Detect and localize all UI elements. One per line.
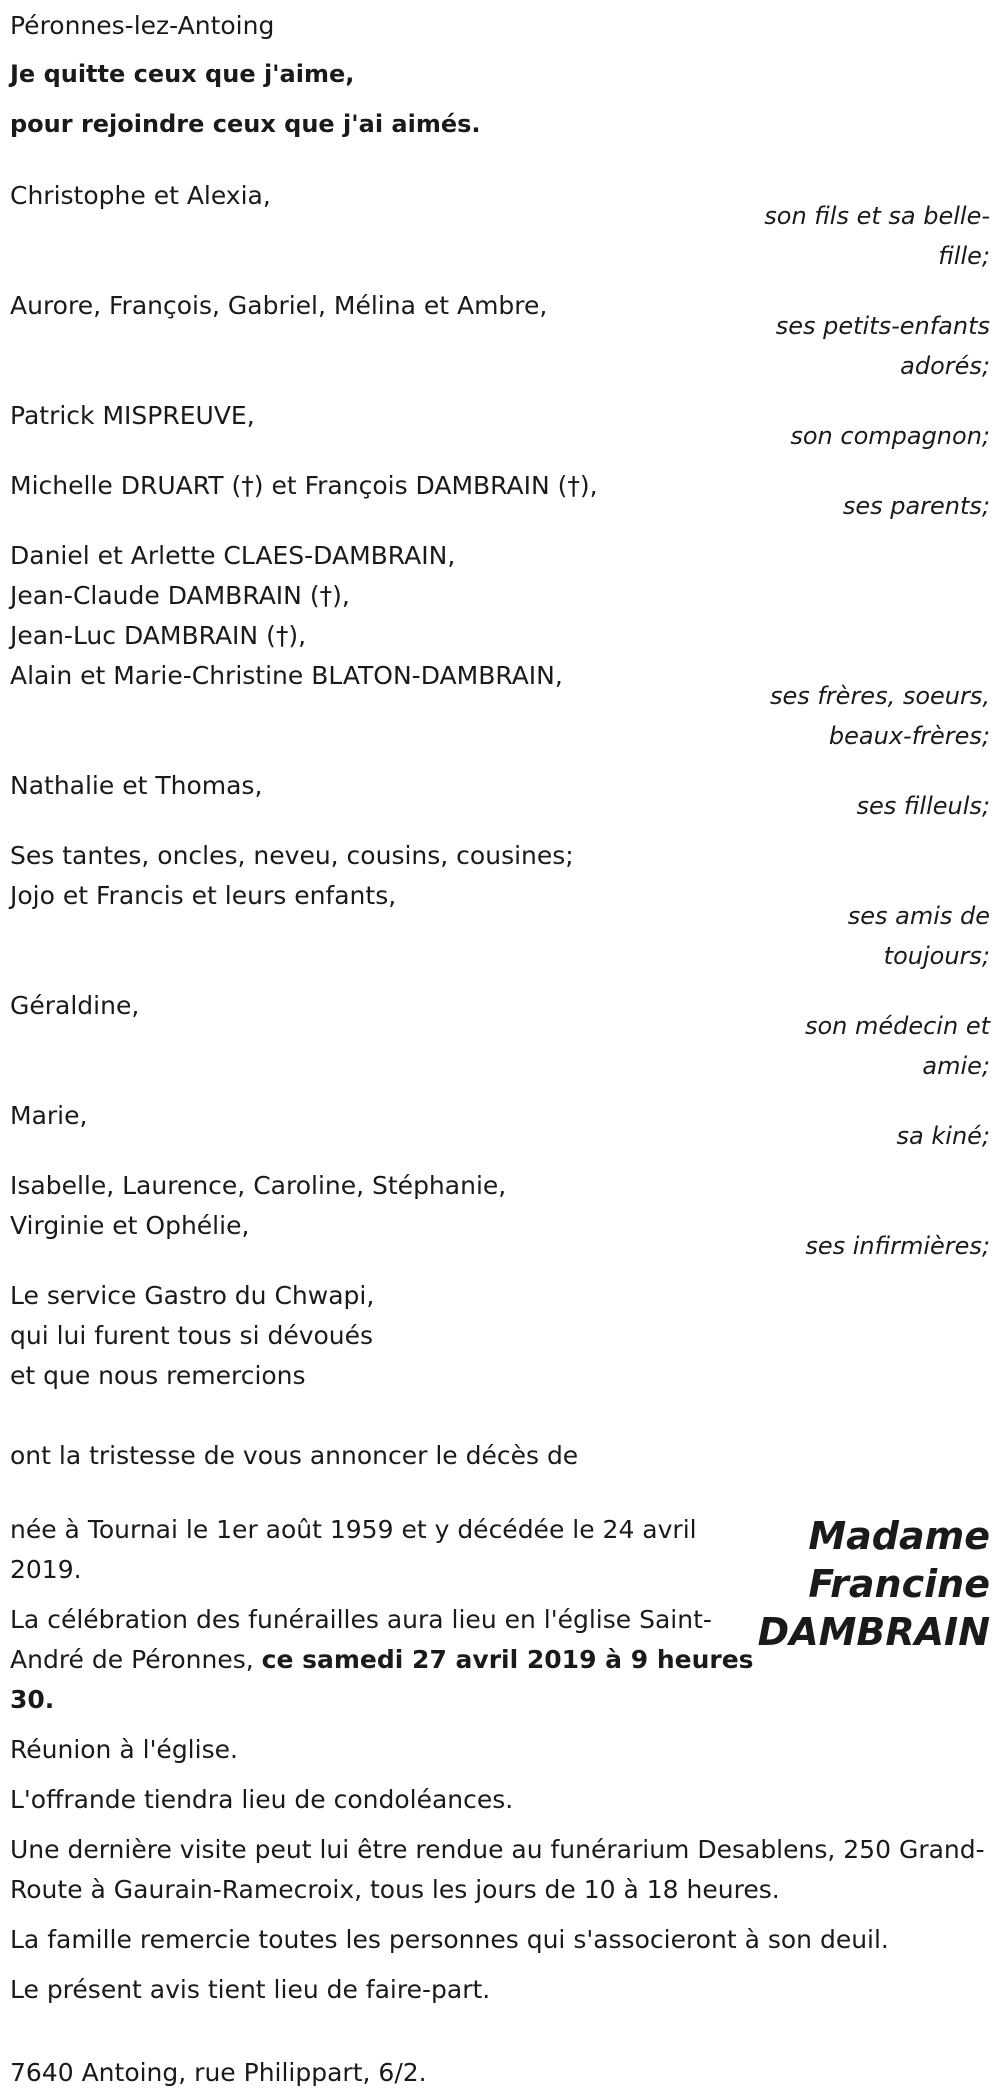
family-role — [805, 1226, 990, 1266]
family-name-line: Nathalie et Thomas, — [10, 771, 263, 800]
family-role-line: ses infirmières; — [805, 1232, 990, 1260]
announcement-details — [10, 1510, 755, 1730]
family-name-line: Ses tantes, oncles, neveu, cousins, cousines; — [10, 841, 574, 870]
town-name: Péronnes-lez-Antoing — [10, 11, 275, 40]
family-names — [10, 766, 857, 806]
family-names — [10, 286, 776, 326]
family-name-line: Daniel et Arlette CLAES-DAMBRAIN, — [10, 541, 456, 570]
family-group — [10, 1166, 990, 1266]
family-group — [10, 1096, 990, 1156]
family-address: 7640 Antoing, rue Philippart, 6/2. — [10, 2058, 427, 2087]
family-name-line: Aurore, François, Gabriel, Mélina et Ambre, — [10, 291, 548, 320]
family-names — [10, 466, 843, 506]
announcement — [10, 1510, 990, 1730]
family-role — [770, 676, 990, 756]
family-role — [857, 786, 990, 826]
family-role-line: sa kiné; — [896, 1122, 990, 1150]
family-role-line: ses parents; — [842, 492, 990, 520]
funeral-location: La célébration des funérailles aura lieu en l'église Saint-André de Péronnes, — [10, 1605, 712, 1674]
deceased-title: Madame — [808, 1514, 990, 1558]
family-role-line: ses amis de — [847, 902, 990, 930]
family-name-line: Marie, — [10, 1101, 88, 1130]
family-names — [10, 986, 805, 1026]
visit-text: Une dernière visite peut lui être rendue au funérarium Desablens, 250 Grand-Route à Gaurain-Ramecroix, tous les jours de 10 à 18 heures. — [10, 1835, 985, 1904]
family-role — [843, 486, 990, 526]
family-name-line: Jojo et Francis et leurs enfants, — [10, 881, 397, 910]
deceased-name — [755, 1510, 990, 1656]
family-group — [10, 836, 990, 976]
family-role-line: beaux-frères; — [828, 722, 990, 750]
family-name-line: Patrick MISPREUVE, — [10, 401, 255, 430]
family-name-line: Isabelle, Laurence, Caroline, Stéphanie, — [10, 1171, 507, 1200]
family-name-line: et que nous remercions — [10, 1361, 306, 1390]
family-role — [764, 196, 990, 276]
deceased-last-name: DAMBRAIN — [757, 1610, 990, 1654]
family-list — [10, 176, 990, 1396]
family-role — [848, 896, 990, 976]
obituary-page — [0, 6, 1000, 2087]
notice-text: Le présent avis tient lieu de faire-part. — [10, 1975, 491, 2004]
family-group — [10, 286, 990, 386]
funeral-date: ce samedi 27 avril 2019 à 9 heures 30. — [10, 1645, 754, 1714]
family-group — [10, 466, 990, 526]
birth-text: née à Tournai le 1er août 1959 et y décédée le 24 avril 2019. — [10, 1515, 697, 1584]
family-role-line: adorés; — [900, 352, 990, 380]
family-names — [10, 1096, 897, 1136]
intro-text: ont la tristesse de vous annoncer le décès de — [10, 1441, 579, 1470]
family-name-line: Virginie et Ophélie, — [10, 1211, 250, 1240]
family-role — [776, 306, 990, 386]
family-name-line: qui lui furent tous si dévoués — [10, 1321, 374, 1350]
family-names — [10, 176, 764, 216]
family-name-line: Christophe et Alexia, — [10, 181, 271, 210]
family-role — [805, 1006, 990, 1086]
family-role-line: son compagnon; — [790, 422, 990, 450]
family-names — [10, 1166, 805, 1246]
family-group — [10, 536, 990, 756]
family-names — [10, 536, 770, 696]
family-group — [10, 396, 990, 456]
family-role-line: toujours; — [883, 942, 990, 970]
family-role — [897, 1116, 990, 1156]
motto-line: pour rejoindre ceux que j'ai aimés. — [10, 110, 481, 138]
thanks-text: La famille remercie toutes les personnes qui s'associeront à son deuil. — [10, 1925, 889, 1954]
family-role-line: ses filleuls; — [856, 792, 990, 820]
family-role-line: fille; — [938, 242, 990, 270]
family-role-line: amie; — [922, 1052, 990, 1080]
offering-text: L'offrande tiendra lieu de condoléances. — [10, 1785, 514, 1814]
family-group — [10, 176, 990, 276]
motto-line: Je quitte ceux que j'aime, — [10, 60, 355, 88]
family-name-line: Michelle DRUART (†) et François DAMBRAIN (†), — [10, 471, 598, 500]
family-group — [10, 986, 990, 1086]
family-name-line: Jean-Luc DAMBRAIN (†), — [10, 621, 307, 650]
family-role-line: son médecin et — [804, 1012, 990, 1040]
family-role-line: ses frères, soeurs, — [769, 682, 990, 710]
family-names — [10, 1276, 990, 1396]
family-group — [10, 1276, 990, 1396]
family-role — [790, 416, 990, 456]
family-name-line: Géraldine, — [10, 991, 140, 1020]
deceased-first-name: Francine — [808, 1562, 990, 1606]
family-name-line: Jean-Claude DAMBRAIN (†), — [10, 581, 350, 610]
family-name-line: Le service Gastro du Chwapi, — [10, 1281, 375, 1310]
motto — [10, 49, 990, 149]
family-group — [10, 766, 990, 826]
meeting-text: Réunion à l'église. — [10, 1735, 238, 1764]
family-role-line: son fils et sa belle- — [764, 202, 990, 230]
family-name-line: Alain et Marie-Christine BLATON-DAMBRAIN, — [10, 661, 563, 690]
family-role-line: ses petits-enfants — [775, 312, 990, 340]
funeral-text — [10, 1600, 755, 1720]
family-names — [10, 396, 790, 436]
family-names — [10, 836, 848, 916]
